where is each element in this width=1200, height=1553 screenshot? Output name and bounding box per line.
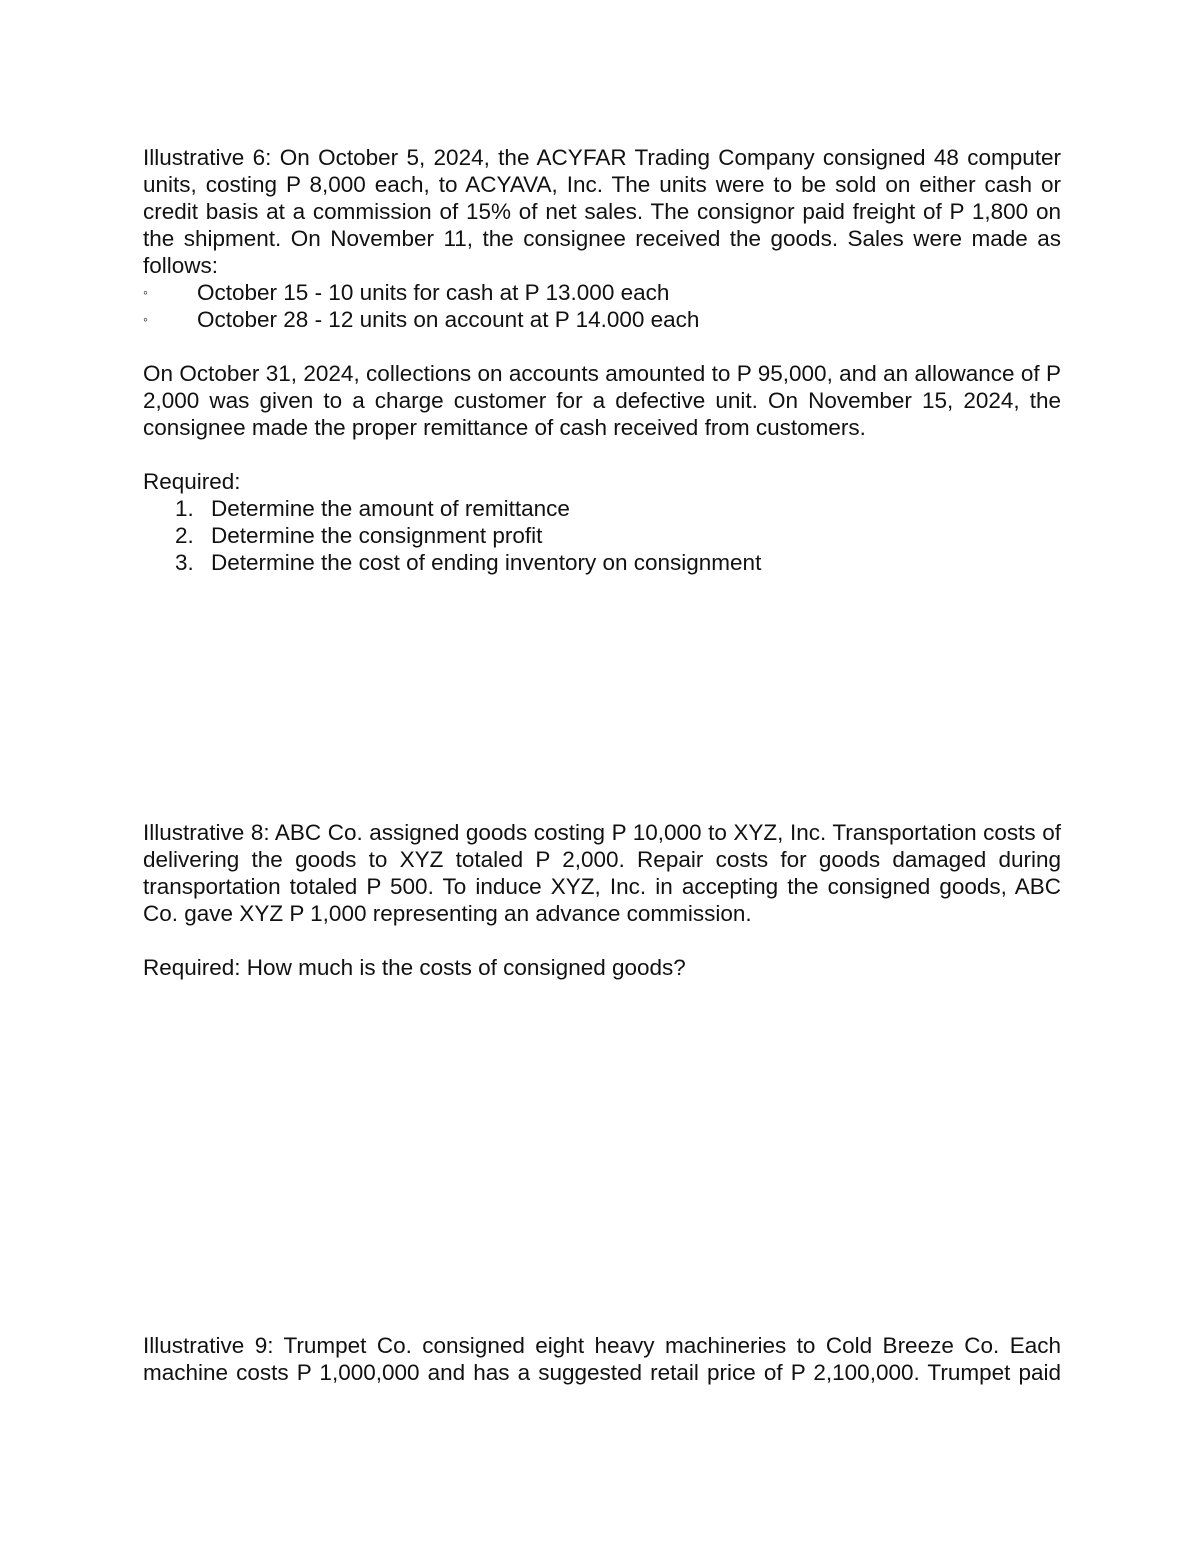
illustrative-6-followup: On October 31, 2024, collections on accounts amounted to P 95,000, and an allowance of P 2,000 was given to a charge customer for a defective unit. On November 15, 2024, the consignee made the proper remittance of cash received from customers. bbox=[143, 361, 1061, 440]
sales-item-text: October 15 - 10 units for cash at P 13.000 each bbox=[197, 280, 670, 305]
illustrative-8-section bbox=[143, 819, 1061, 981]
bullet-icon: ◦ bbox=[143, 311, 148, 327]
list-number: 3. bbox=[175, 550, 194, 575]
list-item bbox=[143, 279, 1061, 306]
requirement-text: Determine the cost of ending inventory on consignment bbox=[211, 550, 762, 575]
list-item bbox=[143, 522, 1061, 549]
illustrative-9-section bbox=[143, 1332, 1061, 1386]
illustrative-6-intro: Illustrative 6: On October 5, 2024, the ACYFAR Trading Company consigned 48 computer units, costing P 8,000 each, to ACYAVA, Inc. The units were to be sold on either cash or credit basis at a commission of 15% of net sales. The consignor paid freight of P 1,800 on the shipment. On November 11, the consignee received the goods. Sales were made as follows: bbox=[143, 145, 1061, 278]
illustrative-9-intro: Illustrative 9: Trumpet Co. consigned eight heavy machineries to Cold Breeze Co. Each machine costs P 1,000,000 and has a suggested retail price of P 2,100,000. Trumpet paid bbox=[143, 1333, 1061, 1385]
illustrative-8-intro: Illustrative 8: ABC Co. assigned goods costing P 10,000 to XYZ, Inc. Transportation costs of delivering the goods to XYZ totaled P 2,000. Repair costs for goods damaged during transportation totaled P 500. To induce XYZ, Inc. in accepting the consigned goods, ABC Co. gave XYZ P 1,000 representing an advance commission. bbox=[143, 820, 1061, 926]
list-number: 2. bbox=[175, 523, 194, 548]
sales-list bbox=[143, 279, 1061, 333]
requirement-text: Determine the consignment profit bbox=[211, 523, 543, 548]
requirements-list bbox=[143, 495, 1061, 576]
list-item bbox=[143, 495, 1061, 522]
bullet-icon: ◦ bbox=[143, 284, 148, 300]
list-item bbox=[143, 549, 1061, 576]
list-number: 1. bbox=[175, 496, 194, 521]
sales-item-text: October 28 - 12 units on account at P 14.000 each bbox=[197, 307, 700, 332]
illustrative-8-required: Required: How much is the costs of consigned goods? bbox=[143, 955, 686, 980]
requirement-text: Determine the amount of remittance bbox=[211, 496, 570, 521]
illustrative-6-section bbox=[143, 144, 1061, 576]
list-item bbox=[143, 306, 1061, 333]
required-label: Required: bbox=[143, 469, 241, 494]
